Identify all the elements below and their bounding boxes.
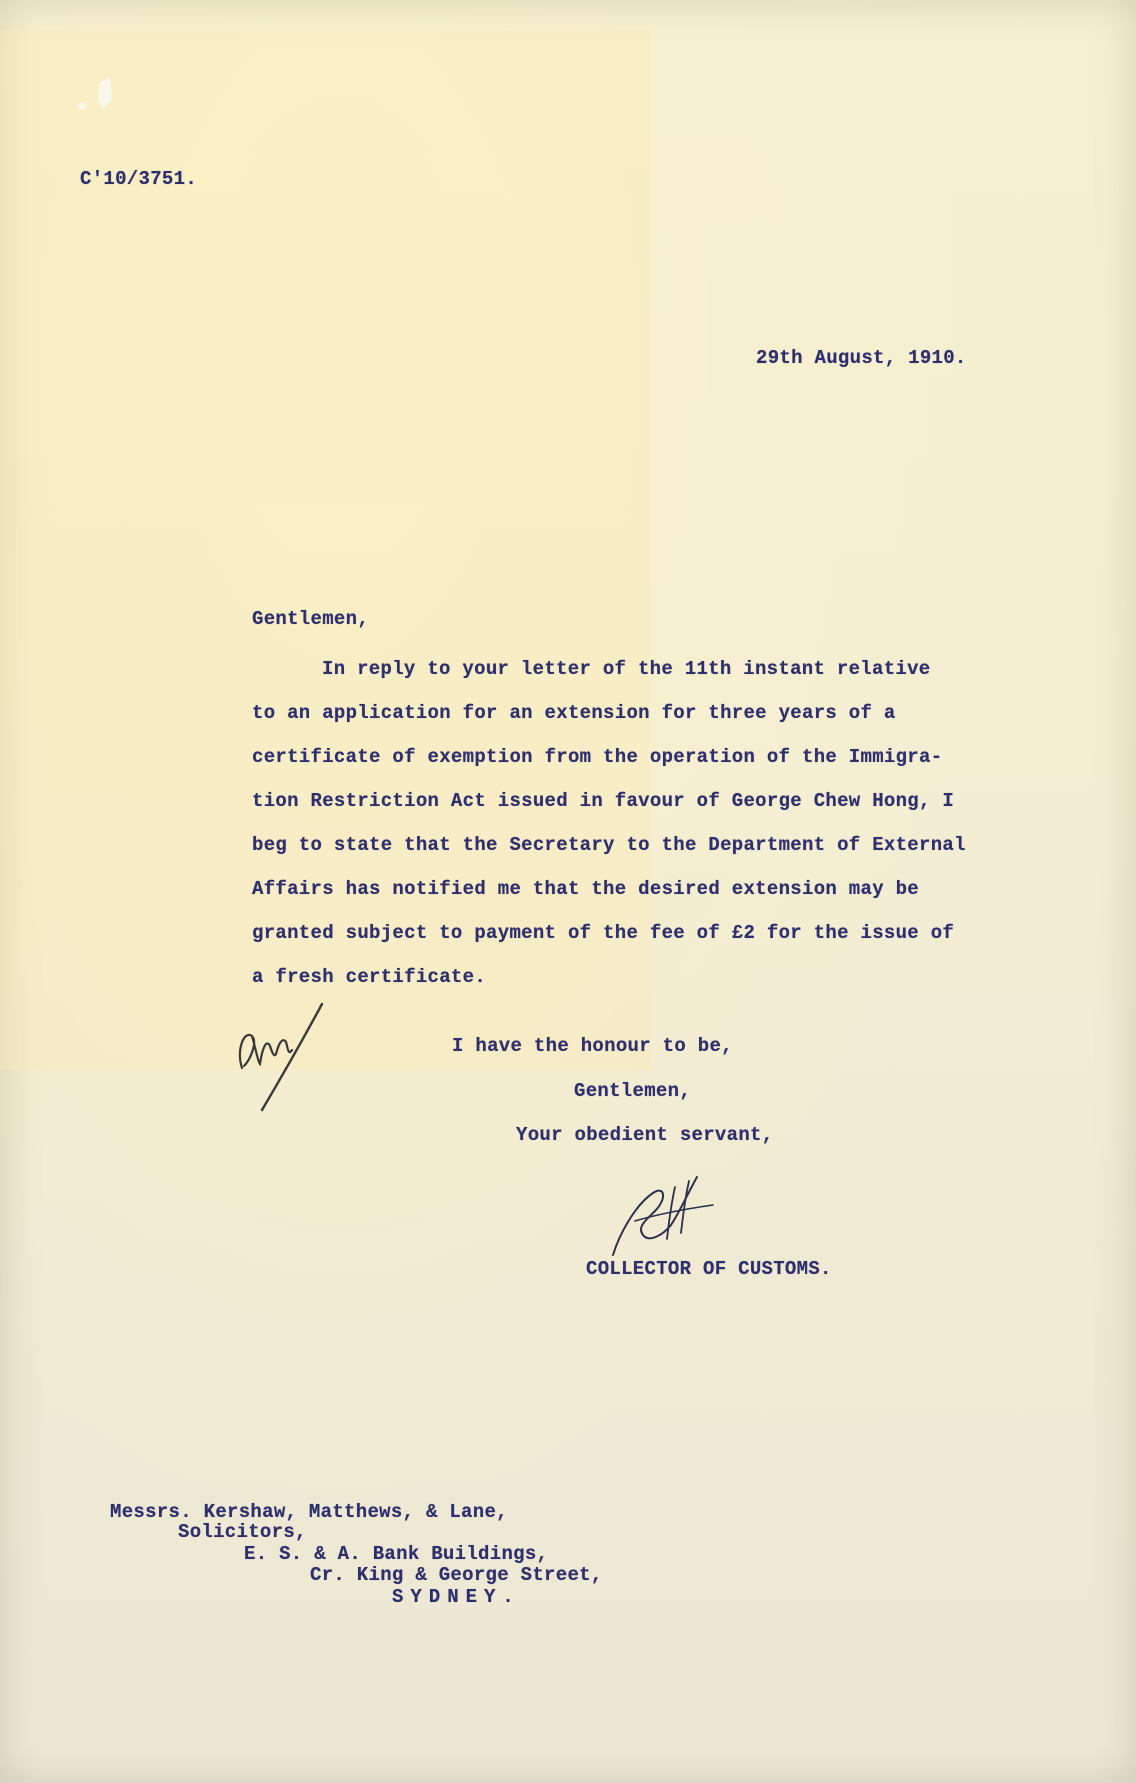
address-line: SYDNEY.	[392, 1586, 521, 1608]
address-line: E. S. & A. Bank Buildings,	[244, 1543, 549, 1565]
address-line: Messrs. Kershaw, Matthews, & Lane,	[110, 1501, 508, 1523]
body-line: to an application for an extension for three years of a	[252, 702, 896, 724]
signoff-title: COLLECTOR OF CUSTOMS.	[586, 1258, 832, 1280]
letter-date: 29th August, 1910.	[756, 347, 967, 369]
body-line: In reply to your letter of the 11th instant relative	[322, 658, 931, 680]
corner-blemish	[70, 70, 130, 130]
pencil-initials	[230, 990, 330, 1120]
body-line: certificate of exemption from the operation of the Immigra-	[252, 746, 943, 768]
address-line: Cr. King & George Street,	[310, 1564, 603, 1586]
closing-line: Gentlemen,	[574, 1080, 692, 1102]
body-line: a fresh certificate.	[252, 966, 487, 988]
salutation: Gentlemen,	[252, 608, 370, 630]
body-line: tion Restriction Act issued in favour of George Chew Hong, I	[252, 790, 955, 812]
body-line: beg to state that the Secretary to the Department of External	[252, 834, 966, 856]
reference-number: C'10/3751.	[80, 168, 198, 190]
closing-line: Your obedient servant,	[516, 1124, 774, 1146]
address-line: Solicitors,	[178, 1521, 307, 1543]
body-line: granted subject to payment of the fee of £2 for the issue of	[252, 922, 955, 944]
closing-line: I have the honour to be,	[452, 1035, 733, 1057]
signature	[605, 1165, 725, 1265]
body-line: Affairs has notified me that the desired extension may be	[252, 878, 920, 900]
